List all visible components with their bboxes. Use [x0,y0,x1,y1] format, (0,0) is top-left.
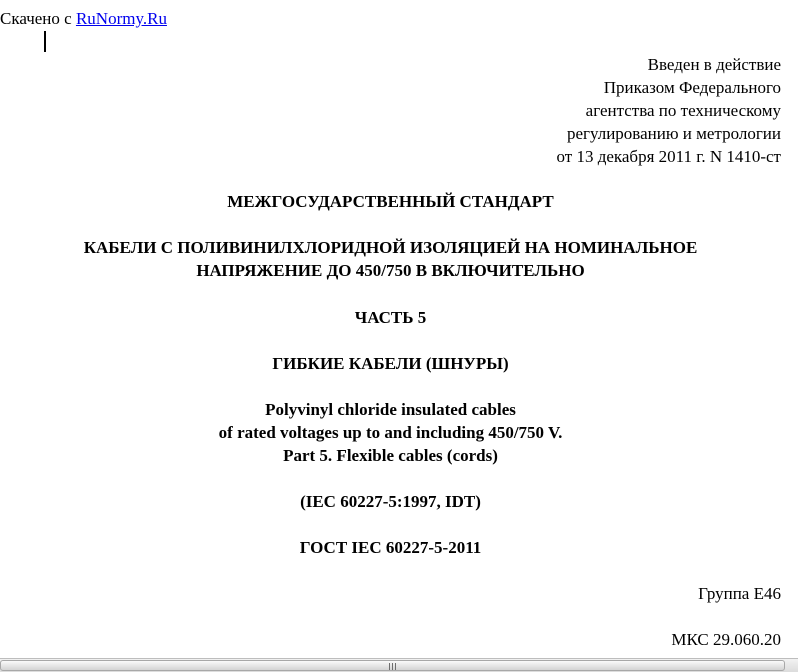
mks-code: МКС 29.060.20 [671,630,781,649]
enactment-line: регулированию и метрологии [566,124,781,143]
scrollbar-thumb[interactable] [0,660,785,671]
gost-code: ГОСТ IEC 60227-5-2011 [299,538,482,557]
enactment-line: Приказом Федерального [603,78,781,97]
document-title [0,236,781,282]
document-title-line: НАПРЯЖЕНИЕ ДО 450/750 В ВКЛЮЧИТЕЛЬНО [196,261,585,280]
download-source-line [0,7,167,30]
standard-header: МЕЖГОСУДАРСТВЕННЫЙ СТАНДАРТ [227,192,554,211]
enactment-line: Введен в действие [647,55,781,74]
enactment-line: от 13 декабря 2011 г. N 1410-ст [556,147,781,166]
document-title-line: КАБЕЛИ С ПОЛИВИНИЛХЛОРИДНОЙ ИЗОЛЯЦИЕЙ НА НОМИНАЛЬНОЕ [83,238,698,257]
grip-icon [389,663,397,670]
download-prefix: Скачено с [0,9,76,28]
english-title-line: of rated voltages up to and including 450/750 V. [218,423,563,442]
runormy-link[interactable]: RuNormy.Ru [75,9,167,28]
part-number: ЧАСТЬ 5 [354,308,427,327]
enactment-line: агентства по техническому [585,101,781,120]
iec-reference: (IEC 60227-5:1997, IDT) [300,492,481,511]
classification-group: Группа Е46 [698,584,781,603]
enactment-note [381,53,781,168]
horizontal-scrollbar[interactable] [0,658,798,672]
text-cursor [44,31,46,52]
english-title-line: Polyvinyl chloride insulated cables [265,400,516,419]
document-subtitle: ГИБКИЕ КАБЕЛИ (ШНУРЫ) [272,354,509,373]
english-title-line: Part 5. Flexible cables (cords) [283,446,498,465]
english-title [0,398,781,467]
